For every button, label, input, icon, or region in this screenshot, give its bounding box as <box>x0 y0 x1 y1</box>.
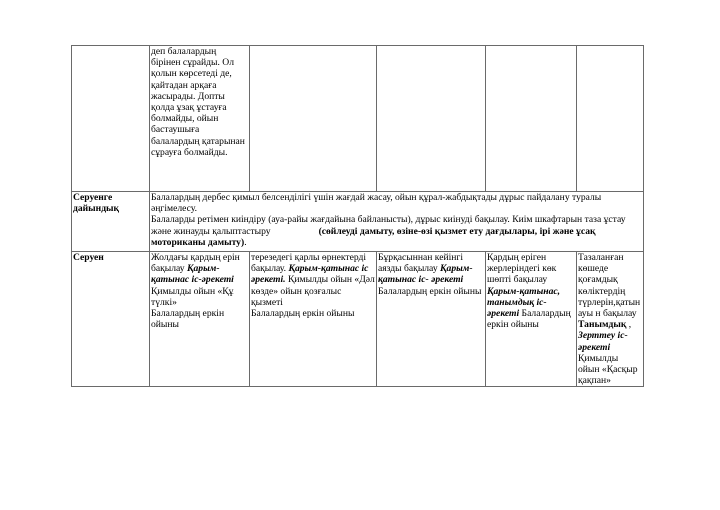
activity-cell <box>486 46 577 192</box>
walk-cell: Тазаланған көшеде қоғамдық көліктердің түрлерін,қатынауы н бақылау Танымдық , Зерттеу іс- әрекеті Қимылды ойын «Қасқыр қақпан» <box>577 252 644 387</box>
preparation-line: Балалардың дербес қимыл белсенділігі үшін жағдай жасау, ойын құрал-жабдықтады дұрыс пайдалану туралы әңгімелесу. <box>151 192 602 215</box>
activity-cell: деп балалардың бірінен сұрайды. Ол қолын көрсетеді де, қайтадан арқаға жасырады. Допты қолда ұзақ ұстауға болмайды, ойын бастаушыға балалардың қатарынан сұрауға болмайды. <box>150 46 250 192</box>
activity-cell <box>250 46 377 192</box>
table-row <box>72 192 644 252</box>
row-label-cell: Серуенге дайындық <box>72 192 150 252</box>
activity-type: Қарым-қатынас іс-әрекеті <box>151 263 234 286</box>
row-label-cell: Серуен <box>72 252 150 387</box>
preparation-cell: Балалардың дербес қимыл белсенділігі үшін жағдай жасау, ойын құрал-жабдықтады дұрыс пайдалану туралы әңгімелесу. Балаларды ретімен киіндіру (ауа-райы жағдайына байланысты), дұрыс киінуді бақылау. Киім шкафтарын таза ұстау және жинауды қалыптастыру (сөйлеуді дамыту, өзіне-өзі қызмет ету дағдылары, ірі және ұсақ моториканы дамыту). <box>150 192 644 252</box>
activity-type: Танымдық <box>578 319 627 331</box>
activity-type: Қарым-қатынас іс- әрекеті <box>378 263 473 286</box>
activity-cell <box>377 46 486 192</box>
activity-type: Қарым-қатынас іс әрекеті. <box>251 263 369 286</box>
skills-note: (сөйлеуді дамыту, өзіне-өзі қызмет ету дағдылары, ірі және ұсақ моториканы дамыту) <box>151 225 596 248</box>
walk-cell: терезедегі қарлы өрнектерді бақылау. Қарым-қатынас іс әрекеті. Қимылды ойын «Дәл көзде» ойын қозғалыс қызметі Балалардың еркін ойыны <box>250 252 377 387</box>
row-label-cell <box>72 46 150 192</box>
walk-cell: Бұрқасыннан кейінгі аязды бақылау Қарым-қатынас іс- әрекеті Балалардың еркін ойыны <box>377 252 486 387</box>
table-row <box>72 252 644 387</box>
activity-type: Зерттеу іс- әрекеті <box>578 330 628 353</box>
activity-type: Қарым-қатынас, танымдық іс-әрекеті <box>487 285 561 320</box>
walk-cell: Жолдағы қардың ерін бақылау Қарым-қатынас іс-әрекеті Қимылды ойын «Құ түлкі» Балалардың еркін ойыны <box>150 252 250 387</box>
walk-cell: Қардың еріген жерлеріндегі көк шөпті бақылау Қарым-қатынас, танымдық іс-әрекеті Балалардың еркін ойыны <box>486 252 577 387</box>
daily-plan-table <box>71 45 644 387</box>
preparation-line: Балаларды ретімен киіндіру (ауа-райы жағдайына байланысты), дұрыс киінуді бақылау. Киім шкафтарын таза ұстау және жинауды қалыптастыру <box>151 214 626 237</box>
activity-cell <box>577 46 644 192</box>
table-row <box>72 46 644 192</box>
